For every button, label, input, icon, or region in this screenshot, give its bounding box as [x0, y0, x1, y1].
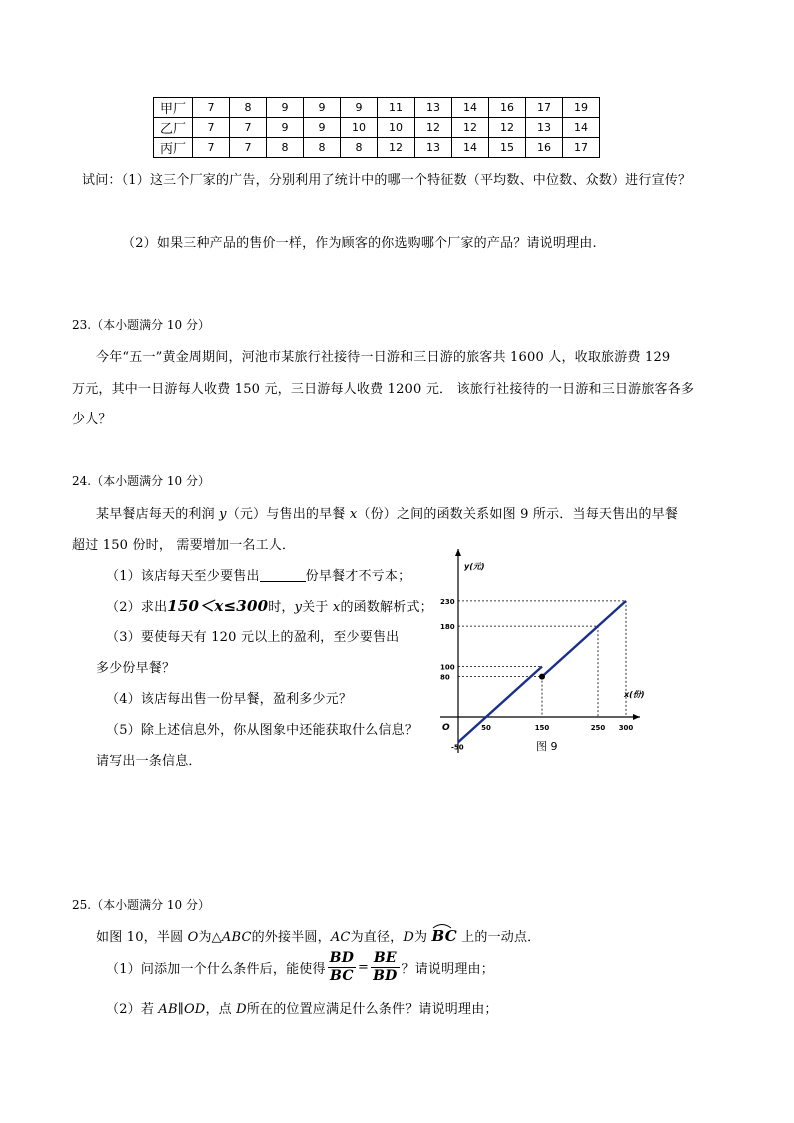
- q24-part3-line2: 多少份早餐？: [96, 661, 176, 676]
- q23-header: 23.（本小题满分 10 分）: [72, 318, 210, 332]
- table-cell: 16: [489, 98, 526, 118]
- y-axis-label: y(元): [464, 562, 485, 571]
- q24-part3-line1: （3）要使每天有 120 元以上的盈利，至少要售出: [106, 630, 400, 645]
- q23-line3: 少人？: [72, 412, 112, 427]
- table-cell: 13: [526, 118, 563, 138]
- q23-line1: 今年“五一”黄金周期间，河池市某旅行社接待一日游和三日游的旅客共 1600 人，收取旅游费 129: [96, 350, 671, 365]
- table-cell: 8: [341, 138, 378, 158]
- q24-part1: （1）该店每天至少要售出 份早餐才不亏本；: [106, 569, 412, 584]
- table-cell: 7: [230, 118, 267, 138]
- table-cell: 14: [563, 118, 600, 138]
- table-cell: 17: [526, 98, 563, 118]
- table-cell: 12: [452, 118, 489, 138]
- x-tick-label: 150: [534, 724, 550, 732]
- x-tick-label: 300: [618, 724, 634, 732]
- answer-blank: [260, 569, 306, 582]
- guide-line: [458, 677, 542, 717]
- table-row-label: 甲厂: [154, 98, 193, 118]
- table-cell: 7: [193, 118, 230, 138]
- x-axis-arrow-icon: [633, 714, 640, 720]
- table-row: [154, 98, 600, 118]
- y-tick-label: 180: [440, 623, 455, 632]
- table-cell: 9: [304, 98, 341, 118]
- y-axis-arrow-icon: [455, 549, 461, 556]
- x-tick-label: 250: [590, 724, 606, 732]
- q23-line2: 万元，其中一日游每人收费 150 元，三日游每人收费 1200 元． 该旅行社接待的一日游和三日游旅客各多: [72, 382, 695, 397]
- guide-line: [458, 626, 598, 717]
- table-cell: 16: [526, 138, 563, 158]
- table-cell: 10: [378, 118, 415, 138]
- q25-header: 25.（本小题满分 10 分）: [72, 898, 210, 912]
- table-cell: 9: [267, 118, 304, 138]
- origin-label: O: [442, 723, 450, 733]
- table-cell: 8: [267, 138, 304, 158]
- table-row: [154, 118, 600, 138]
- table-cell: 15: [489, 138, 526, 158]
- y-tick-label: -50: [451, 743, 464, 752]
- table-cell: 8: [304, 138, 341, 158]
- table-cell: 14: [452, 98, 489, 118]
- y-tick-label: 100: [440, 663, 455, 672]
- q24-intro1: 某早餐店每天的利润 y（元）与售出的早餐 x（份）之间的函数关系如图 9 所示．当每天售出的早餐: [96, 507, 679, 522]
- table-cell: 10: [341, 118, 378, 138]
- table-cell: 13: [415, 98, 452, 118]
- q25-intro: 如图 10，半圆 O为△ABC的外接半圆，AC为直径，D为 BC 上的一动点．: [96, 926, 540, 945]
- table-cell: 14: [452, 138, 489, 158]
- table-cell: 17: [563, 138, 600, 158]
- table-cell: 12: [415, 118, 452, 138]
- q25-part1: （1）问添加一个什么条件后，能使得 $\frac{BD}{BC}$ = $\frac{BE}{BD}$ ？请说明理由；: [106, 949, 494, 984]
- table-cell: 9: [304, 118, 341, 138]
- guide-line: [458, 601, 626, 717]
- table-cell: 12: [378, 138, 415, 158]
- table-row-label: 丙厂: [154, 138, 193, 158]
- arc-bc: BC: [431, 927, 457, 945]
- q24-part2: （2）求出150＜x≤300时，y关于 x的函数解析式；: [106, 597, 433, 615]
- arc-mark-icon: [432, 922, 452, 929]
- y-tick-label: 80: [440, 673, 450, 682]
- q24-part5-line2: 请写出一条信息．: [96, 754, 202, 769]
- table-cell: 13: [415, 138, 452, 158]
- table-row: [154, 138, 600, 158]
- factory-data-table: [153, 97, 600, 158]
- x-axis-label: x(份): [624, 690, 645, 699]
- table-cell: 7: [230, 138, 267, 158]
- fraction-be-bd: $\frac{BE}{BD}$: [373, 949, 398, 984]
- table-cell: 7: [193, 138, 230, 158]
- table-cell: 9: [267, 98, 304, 118]
- table-cell: 9: [341, 98, 378, 118]
- marked-point: [539, 674, 545, 680]
- table-cell: 19: [563, 98, 600, 118]
- series-line-segment2: [542, 601, 626, 677]
- series-line-segment1: [458, 667, 542, 743]
- q25-part2: （2）若 AB∥OD，点 D所在的位置应满足什么条件？请说明理由；: [106, 1002, 498, 1017]
- figure-9-chart: [440, 545, 670, 760]
- chart-caption: 图 9: [536, 740, 558, 753]
- q22-part2: （2）如果三种产品的售价一样，作为顾客的你选购哪个厂家的产品？请说明理由.: [122, 236, 597, 251]
- table-cell: 12: [489, 118, 526, 138]
- q24-header: 24.（本小题满分 10 分）: [72, 474, 210, 488]
- table-cell: 8: [230, 98, 267, 118]
- table-cell: 7: [193, 98, 230, 118]
- y-tick-label: 230: [440, 597, 455, 606]
- q24-intro2: 超过 150 份时， 需要增加一名工人．: [72, 538, 296, 553]
- q22-part1: 试问：（1）这三个厂家的广告，分别利用了统计中的哪一个特征数（平均数、中位数、众数）进行宣传？: [82, 173, 692, 188]
- x-tick-label: 50: [481, 724, 491, 732]
- q24-part4: （4）该店每出售一份早餐，盈利多少元？: [106, 692, 353, 707]
- table-row-label: 乙厂: [154, 118, 193, 138]
- table-cell: 11: [378, 98, 415, 118]
- q24-part5-line1: （5）除上述信息外，你从图象中还能获取什么信息？: [106, 723, 419, 738]
- fraction-bd-bc: $\frac{BD}{BC}$: [329, 949, 355, 984]
